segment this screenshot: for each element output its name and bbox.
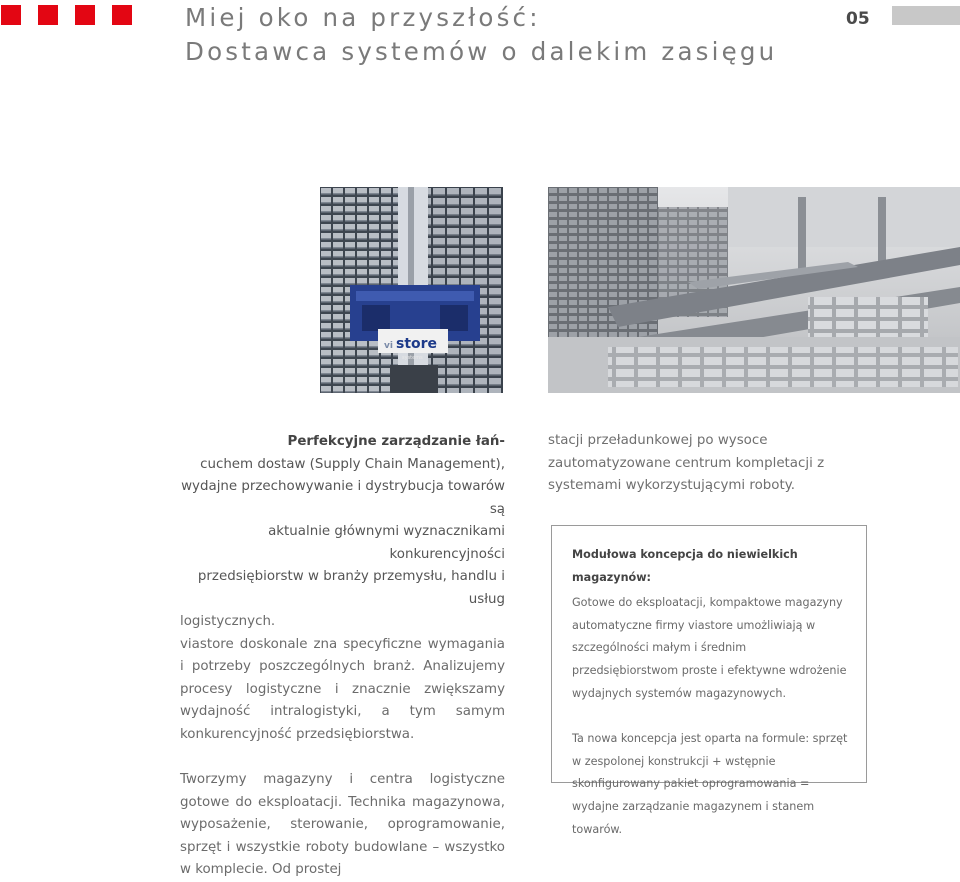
left-text-column (180, 431, 505, 882)
red-square-4 (112, 5, 132, 25)
lead-line-3: wydajne przechowywanie i dystrybucja towarów są (181, 479, 505, 517)
crane-sign-prefix: vi (384, 341, 393, 351)
lead-intro-bold: Perfekcyjne zarządzanie łań- (287, 434, 505, 449)
paragraph-3: Tworzymy magazyny i centra logistyczne gotowe do eksploatacji. Technika magazynowa, wyposażenie, sterowanie, oprogramowanie, sprzęt i wszystkie roboty budowlane – wszystko w komplecie. Od prostej (180, 772, 505, 877)
right-text-column (548, 430, 878, 498)
distribution-center-photo (548, 187, 960, 393)
red-square-2 (38, 5, 58, 25)
header-grey-bar (892, 6, 960, 25)
page-title-line-1: Miej oko na przyszłość: (185, 3, 541, 32)
red-square-3 (75, 5, 95, 25)
red-square-1 (1, 5, 21, 25)
warehouse-aisle-photo (320, 187, 503, 393)
info-box (551, 525, 867, 836)
lead-line-4: aktualnie głównymi wyznacznikami konkurencyjności (268, 524, 505, 562)
page-number: 05 (846, 9, 870, 29)
lead-line-6: logistycznych. (180, 614, 276, 629)
lead-line-2: cuchem dostaw (Supply Chain Management), (200, 456, 505, 472)
right-column-text: stacji przeładunkowej po wysoce zautomatyzowane centrum kompletacji z systemami wykorzystującymi roboty. (548, 433, 825, 493)
info-box-paragraph-2: Ta nowa koncepcja jest oparta na formule: sprzęt w zespolonej konstrukcji + wstępnie skonfigurowany pakiet oprogramowania = wydajne zarządzanie magazynem i stanem towarów. (572, 732, 848, 836)
paragraph-2: viastore doskonale zna specyficzne wymagania i potrzeby poszczególnych branż. Analizujemy procesy logistyczne i znacznie zwiększamy wydajność intralogistyki, a tym samym konkurencyjność przedsiębiorstwa. (180, 636, 505, 742)
crane-sign-sub: systems (402, 355, 423, 361)
info-box-heading: Modułowa koncepcja do niewielkich magazynów: (572, 548, 798, 584)
crane-sign-label: store (396, 336, 438, 352)
lead-line-5: przedsiębiorstw w branży przemysłu, handlu i usług (197, 569, 505, 607)
page-title-line-2: Dostawca systemów o dalekim zasięgu (185, 37, 778, 66)
info-box-paragraph-1: Gotowe do eksploatacji, kompaktowe magazyny automatyczne firmy viastore umożliwiają w szczególności małym i średnim przedsiębiorstwom proste i efektywne wdrożenie wydajnych systemów magazynowych. (572, 596, 847, 700)
